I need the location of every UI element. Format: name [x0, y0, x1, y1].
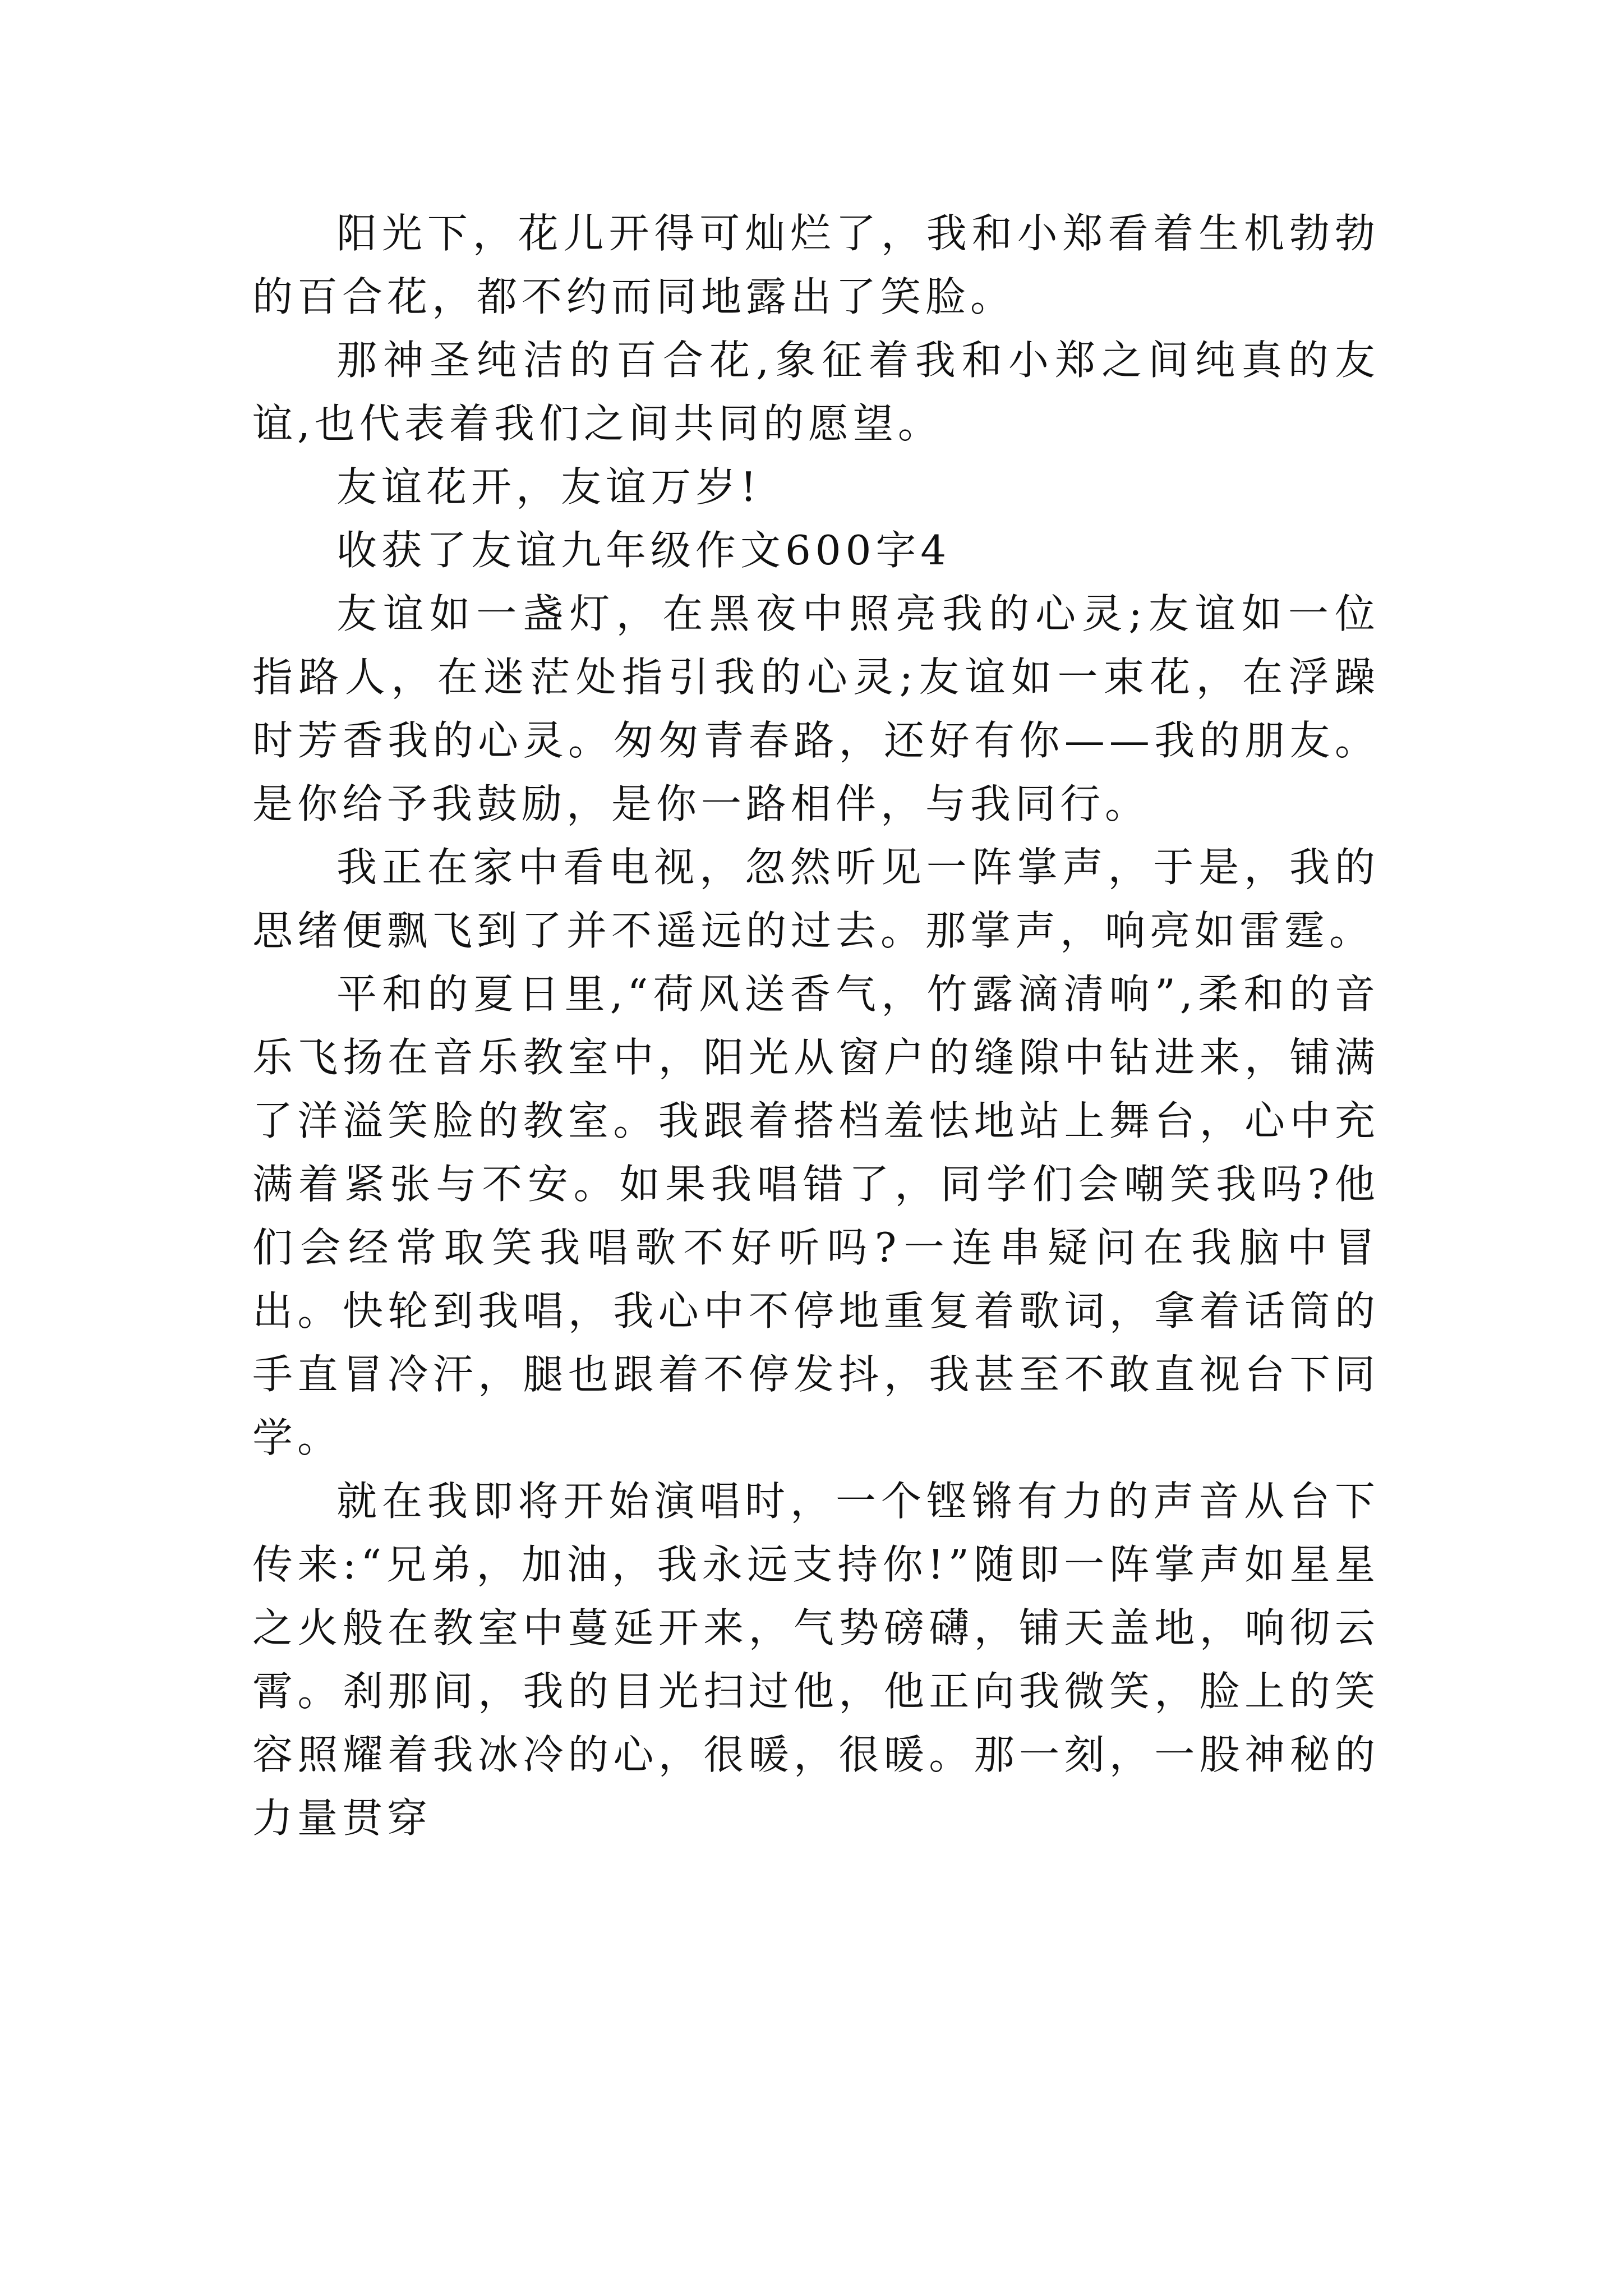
paragraph-2: 那神圣纯洁的百合花,象征着我和小郑之间纯真的友谊,也代表着我们之间共同的愿望。: [252, 337, 1380, 447]
paragraph-8: 就在我即将开始演唱时，一个铿锵有力的声音从台下传来:“兄弟，加油，我永远支持你!”随即一阵掌声如星星之火般在教室中蔓延开来，气势磅礴，铺天盖地，响彻云霄。刹那间，我的目光扫过他，他正向我微笑，脸上的笑容照耀着我冰冷的心，很暖，很暖。那一刻，一股神秘的力量贯穿: [252, 1478, 1380, 1842]
paragraph-3: 友谊花开，友谊万岁!: [336, 463, 761, 510]
paragraph-7: 平和的夏日里,“荷风送香气，竹露滴清响”,柔和的音乐飞扬在音乐教室中，阳光从窗户的缝隙中钻进来，铺满了洋溢笑脸的教室。我跟着搭档羞怯地站上舞台，心中充满着紧张与不安。如果我唱错了，同学们会嘲笑我吗?他们会经常取笑我唱歌不好听吗?一连串疑问在我脑中冒出。快轮到我唱，我心中不停地重复着歌词，拿着话筒的手直冒冷汗，腿也跟着不停发抖，我甚至不敢直视台下同学。: [252, 970, 1380, 1461]
paragraph-6: 我正在家中看电视，忽然听见一阵掌声，于是，我的思绪便飘飞到了并不遥远的过去。那掌声，响亮如雷霆。: [252, 844, 1380, 954]
section-heading: 收获了友谊九年级作文600字4: [336, 527, 951, 574]
document-body: [252, 202, 1380, 1850]
paragraph-1: 阳光下，花儿开得可灿烂了，我和小郑看着生机勃勃的百合花，都不约而同地露出了笑脸。: [252, 210, 1380, 320]
paragraph-5: 友谊如一盏灯，在黑夜中照亮我的心灵;友谊如一位指路人，在迷茫处指引我的心灵;友谊如一束花，在浮躁时芳香我的心灵。匆匆青春路，还好有你——我的朋友。是你给予我鼓励，是你一路相伴，与我同行。: [252, 590, 1380, 827]
